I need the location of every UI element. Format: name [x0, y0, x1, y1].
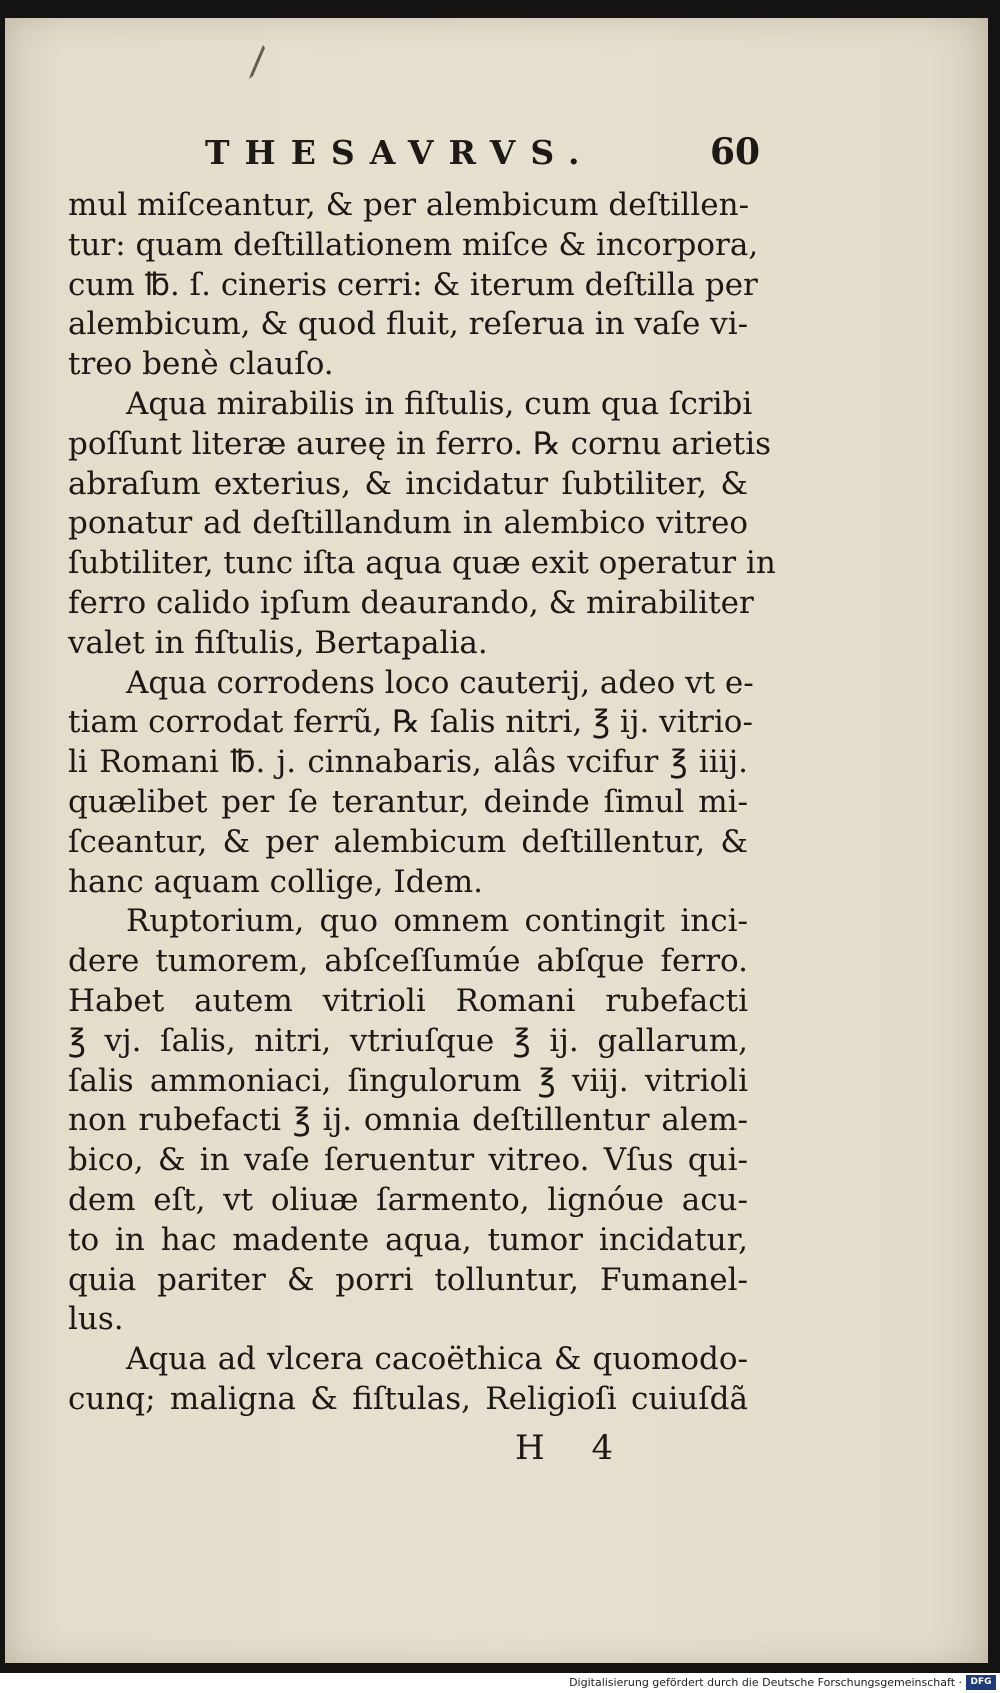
text-line: to in hac madente aqua, tumor incidatur,	[68, 1221, 748, 1258]
text-line: lus.	[68, 1301, 124, 1338]
text-line: ſubtiliter, tunc iſta aqua quæ exit operatur in	[68, 545, 776, 582]
text-line: valet in fiſtulis, Bertapalia.	[68, 624, 488, 661]
text-line: bico, & in vaſe ſeruentur vitreo. Vſus qui-	[68, 1142, 748, 1179]
dfg-logo-icon: DFG	[966, 1675, 996, 1690]
book-page	[5, 18, 988, 1663]
text-line: ſceantur, & per alembicum deſtillentur, &	[68, 823, 748, 860]
running-title: THESAVRVS.	[205, 133, 595, 172]
text-line: tiam corrodat ferrũ, ℞ ſalis nitri, ℥ ij. vitrio-	[68, 704, 753, 741]
page-number: 60	[710, 131, 761, 173]
text-line: Aqua corrodens loco cauterij, adeo vt e-	[126, 664, 754, 701]
funding-credit: Digitalisierung gefördert durch die Deutsche Forschungsgemeinschaft ·	[569, 1676, 962, 1689]
text-line: dere tumorem, abſceſſumúe abſque ferro.	[68, 943, 748, 980]
text-line: ſalis ammoniaci, ſingulorum ℥ viij. vitrioli	[68, 1062, 748, 1099]
text-line: quælibet per ſe terantur, deinde ſimul mi-	[68, 783, 748, 820]
text-line: Habet autem vitrioli Romani rubefacti	[68, 982, 748, 1019]
text-line: ℥ vj. ſalis, nitri, vtriuſque ℥ ij. gallarum,	[68, 1022, 748, 1059]
text-line: non rubefacti ℥ ij. omnia deſtillentur alem-	[68, 1102, 748, 1139]
text-line: hanc aquam collige, Idem.	[68, 863, 484, 900]
text-line: alembicum, & quod fluit, reſerua in vaſe vi-	[68, 306, 749, 343]
running-head	[5, 113, 988, 173]
body-text	[68, 186, 776, 1420]
text-line: cum ℔. ſ. cineris cerri: & iterum deſtilla per	[68, 266, 758, 303]
text-line: cunq; maligna & fiſtulas, Religioſi cuiuſdã	[68, 1380, 748, 1417]
text-line: mul miſceantur, & per alembicum deſtillen-	[68, 187, 750, 223]
text-line: poſſunt literæ aureę in ferro. ℞ cornu arietis	[68, 425, 772, 462]
text-line: Ruptorium, quo omnem contingit inci-	[126, 903, 748, 940]
signature-mark: H 4	[515, 1428, 632, 1468]
text-line: ferro calido ipſum deaurando, & mirabiliter	[68, 584, 754, 621]
text-line: abraſum exterius, & incidatur ſubtiliter, &	[68, 465, 748, 502]
footer-bar	[0, 1673, 1000, 1693]
text-line: li Romani ℔. j. cinnabaris, alâs vcifur ℥ iiij.	[68, 744, 748, 781]
text-line: quia pariter & porri tolluntur, Fumanel-	[68, 1261, 748, 1298]
ink-mark-icon	[245, 43, 267, 81]
text-line: Aqua mirabilis in fiſtulis, cum qua ſcribi	[126, 385, 753, 422]
text-line: treo benè clauſo.	[68, 346, 334, 383]
text-line: ponatur ad deſtillandum in alembico vitreo	[68, 505, 748, 542]
text-line: dem eſt, vt oliuæ ſarmento, lignóue acu-	[68, 1181, 748, 1218]
text-line: tur: quam deſtillationem miſce & incorpora,	[68, 226, 759, 263]
text-line: Aqua ad vlcera cacoëthica & quomodo-	[126, 1341, 748, 1378]
